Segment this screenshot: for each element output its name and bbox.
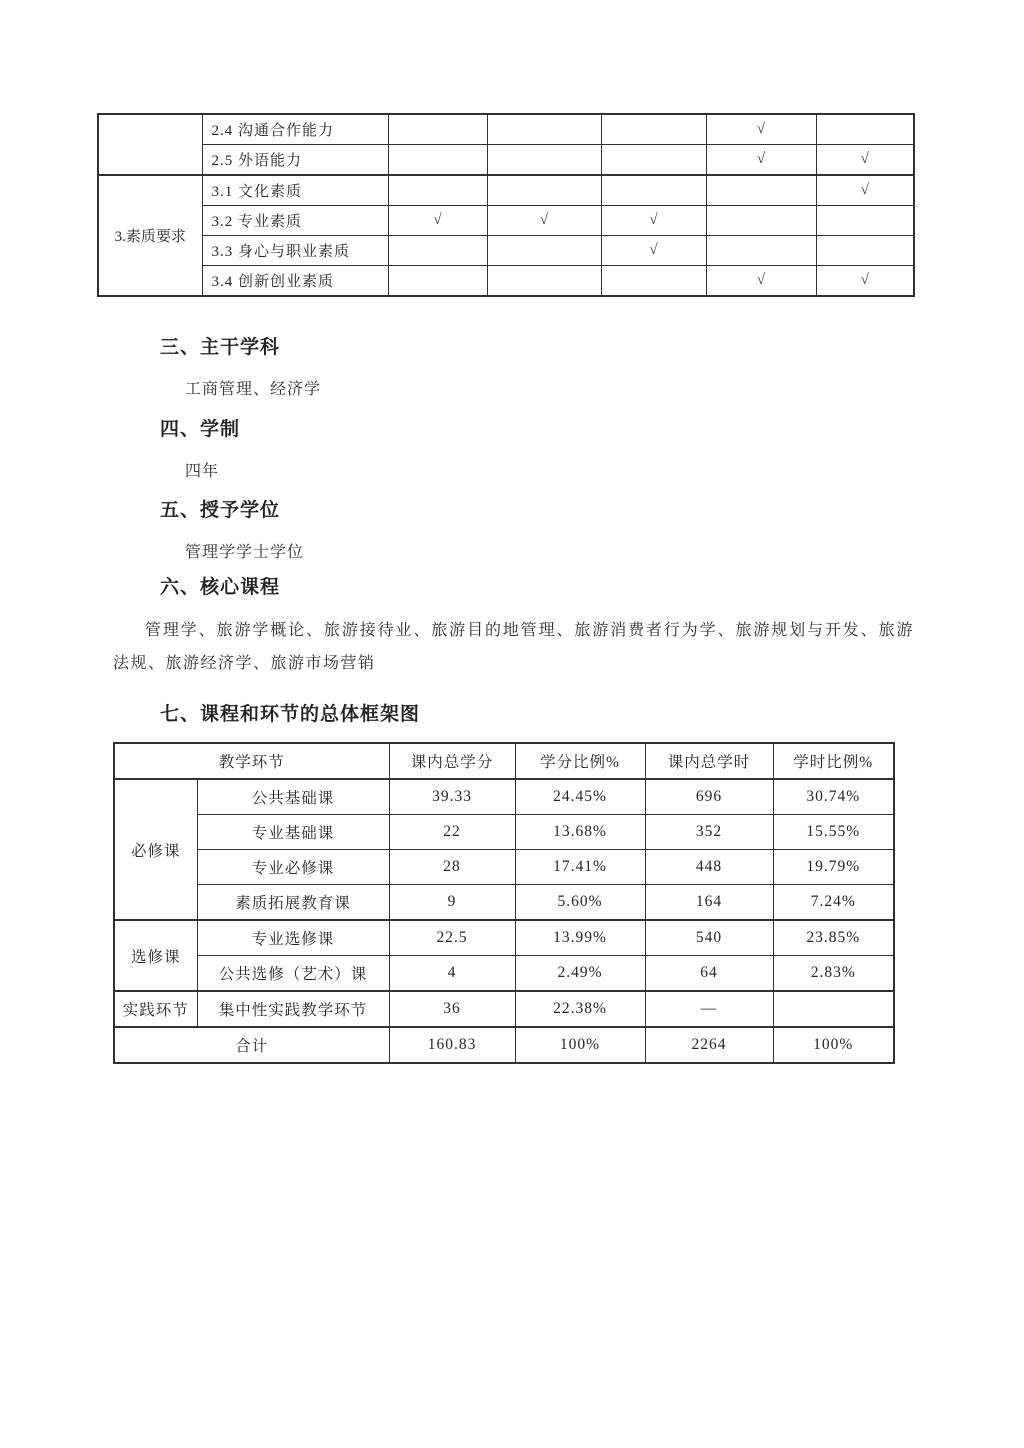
- group-required-courses: 必修课: [114, 779, 197, 920]
- credits-value: 22: [389, 815, 515, 850]
- section-body-main-disciplines: 工商管理、经济学: [185, 381, 322, 398]
- credit-pct-value: 13.99%: [515, 920, 645, 956]
- credits-value: 22.5: [389, 920, 515, 956]
- credits-value: 28: [389, 850, 515, 885]
- section-body-duration: 四年: [185, 463, 220, 480]
- section-heading-framework: 七、课程和环节的总体框架图: [160, 704, 421, 725]
- hours-value: 64: [645, 956, 773, 992]
- framework-row: [114, 850, 894, 885]
- check-cell: [601, 114, 706, 145]
- hours-value: 540: [645, 920, 773, 956]
- check-cell: [487, 236, 601, 266]
- section-heading-main-disciplines: 三、主干学科: [160, 337, 281, 358]
- credit-pct-value: 5.60%: [515, 885, 645, 921]
- check-cell: [816, 206, 914, 236]
- course-category: 专业选修课: [197, 920, 389, 956]
- check-cell: [706, 175, 816, 206]
- section-heading-degree: 五、授予学位: [160, 500, 281, 521]
- check-cell: [388, 175, 487, 206]
- check-cell: [388, 266, 487, 297]
- competency-row-3-2: [98, 206, 914, 236]
- credit-pct-value: 17.41%: [515, 850, 645, 885]
- hour-pct-value: 15.55%: [773, 815, 894, 850]
- check-cell: √: [706, 266, 816, 297]
- group-cell-empty: [98, 114, 202, 175]
- row-label: 2.5 外语能力: [202, 145, 388, 176]
- group-practice-segment: 实践环节: [114, 991, 197, 1027]
- hours-value: 164: [645, 885, 773, 921]
- hours-value: 448: [645, 850, 773, 885]
- course-category: 公共选修（艺术）课: [197, 956, 389, 992]
- section-body-degree: 管理学学士学位: [185, 544, 305, 561]
- framework-row: [114, 885, 894, 921]
- competency-row-3-1: [98, 175, 914, 206]
- framework-row: [114, 991, 894, 1027]
- credit-pct-value: 100%: [515, 1027, 645, 1063]
- group-cell-quality: 3.素质要求: [98, 175, 202, 296]
- row-label: 3.4 创新创业素质: [202, 266, 388, 297]
- credits-value: 9: [389, 885, 515, 921]
- section-heading-core-courses: 六、核心课程: [160, 577, 281, 598]
- competency-row-3-4: [98, 266, 914, 297]
- check-cell: [816, 114, 914, 145]
- check-cell: [487, 175, 601, 206]
- check-cell: [601, 175, 706, 206]
- check-cell: [388, 236, 487, 266]
- framework-table: [113, 742, 895, 1064]
- hours-value: 352: [645, 815, 773, 850]
- check-cell: [487, 114, 601, 145]
- credit-pct-value: 2.49%: [515, 956, 645, 992]
- framework-row: [114, 956, 894, 992]
- header-total-credits: 课内总学分: [389, 743, 515, 779]
- section-heading-duration: 四、学制: [160, 419, 241, 440]
- competency-row-2-4: [98, 114, 914, 145]
- check-cell: √: [388, 206, 487, 236]
- check-cell: [706, 206, 816, 236]
- course-category: 集中性实践教学环节: [197, 991, 389, 1027]
- hour-pct-value: 2.83%: [773, 956, 894, 992]
- competency-row-3-3: [98, 236, 914, 266]
- hour-pct-value: 23.85%: [773, 920, 894, 956]
- check-cell: √: [816, 266, 914, 297]
- check-cell: [601, 145, 706, 176]
- header-teaching-segment: 教学环节: [114, 743, 389, 779]
- check-cell: √: [487, 206, 601, 236]
- row-label: 3.1 文化素质: [202, 175, 388, 206]
- framework-total-row: [114, 1027, 894, 1063]
- check-cell: [388, 145, 487, 176]
- check-cell: √: [601, 236, 706, 266]
- hours-value: 696: [645, 779, 773, 815]
- group-elective-courses: 选修课: [114, 920, 197, 991]
- check-cell: √: [706, 114, 816, 145]
- hour-pct-value: 19.79%: [773, 850, 894, 885]
- check-cell: [487, 145, 601, 176]
- header-hour-ratio: 学时比例%: [773, 743, 894, 779]
- framework-row: [114, 920, 894, 956]
- check-cell: [816, 236, 914, 266]
- framework-header-row: [114, 743, 894, 779]
- course-category: 专业基础课: [197, 815, 389, 850]
- total-label: 合计: [114, 1027, 389, 1063]
- credits-value: 4: [389, 956, 515, 992]
- hour-pct-value: 7.24%: [773, 885, 894, 921]
- hour-pct-value: 30.74%: [773, 779, 894, 815]
- credits-value: 36: [389, 991, 515, 1027]
- check-cell: √: [816, 175, 914, 206]
- competency-row-2-5: [98, 145, 914, 176]
- course-category: 素质拓展教育课: [197, 885, 389, 921]
- hour-pct-value: 100%: [773, 1027, 894, 1063]
- credit-pct-value: 22.38%: [515, 991, 645, 1027]
- header-total-hours: 课内总学时: [645, 743, 773, 779]
- framework-row: [114, 779, 894, 815]
- competency-table: [97, 113, 915, 297]
- check-cell: √: [706, 145, 816, 176]
- check-cell: [706, 236, 816, 266]
- row-label: 2.4 沟通合作能力: [202, 114, 388, 145]
- credits-value: 39.33: [389, 779, 515, 815]
- credit-pct-value: 24.45%: [515, 779, 645, 815]
- check-cell: √: [816, 145, 914, 176]
- check-cell: [388, 114, 487, 145]
- credits-value: 160.83: [389, 1027, 515, 1063]
- section-body-core-courses: 管理学、旅游学概论、旅游接待业、旅游目的地管理、旅游消费者行为学、旅游规划与开发、旅游法规、旅游经济学、旅游市场营销: [113, 622, 914, 672]
- header-credit-ratio: 学分比例%: [515, 743, 645, 779]
- framework-row: [114, 815, 894, 850]
- hours-value: —: [645, 991, 773, 1027]
- row-label: 3.2 专业素质: [202, 206, 388, 236]
- row-label: 3.3 身心与职业素质: [202, 236, 388, 266]
- credit-pct-value: 13.68%: [515, 815, 645, 850]
- check-cell: [487, 266, 601, 297]
- check-cell: √: [601, 206, 706, 236]
- hour-pct-value: [773, 991, 894, 1027]
- check-cell: [601, 266, 706, 297]
- course-category: 公共基础课: [197, 779, 389, 815]
- course-category: 专业必修课: [197, 850, 389, 885]
- hours-value: 2264: [645, 1027, 773, 1063]
